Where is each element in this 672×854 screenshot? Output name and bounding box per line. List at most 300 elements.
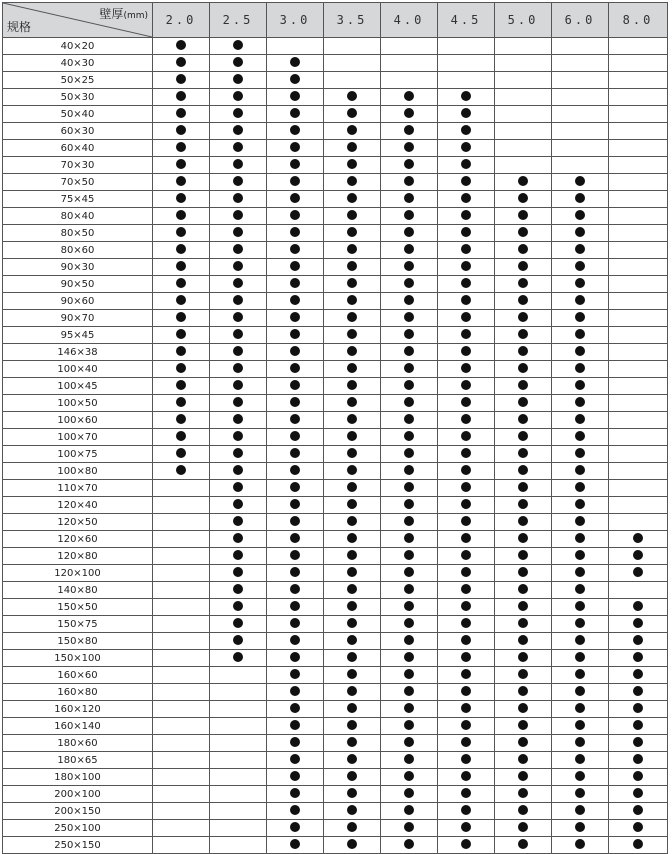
available-dot-icon (290, 414, 300, 424)
available-dot-icon (404, 703, 414, 713)
available-dot-icon (404, 822, 414, 832)
available-dot-icon (176, 329, 186, 339)
available-dot-icon (518, 669, 528, 679)
size-cell: 80×60 (3, 242, 153, 259)
availability-cell (267, 123, 324, 140)
availability-cell (267, 701, 324, 718)
available-dot-icon (176, 312, 186, 322)
availability-cell (609, 378, 668, 395)
thickness-header: 8.0 (609, 3, 668, 38)
available-dot-icon (404, 635, 414, 645)
table-row (3, 327, 668, 344)
available-dot-icon (518, 278, 528, 288)
availability-cell (495, 769, 552, 786)
availability-cell (210, 106, 267, 123)
availability-cell (324, 735, 381, 752)
availability-cell (438, 89, 495, 106)
thickness-header: 4.0 (381, 3, 438, 38)
thickness-header: 4.5 (438, 3, 495, 38)
header-row (3, 3, 668, 38)
available-dot-icon (347, 737, 357, 747)
availability-cell (552, 769, 609, 786)
availability-cell (267, 38, 324, 55)
availability-cell (324, 412, 381, 429)
availability-cell (438, 429, 495, 446)
availability-cell (438, 837, 495, 854)
availability-cell (267, 599, 324, 616)
availability-cell (438, 820, 495, 837)
available-dot-icon (290, 295, 300, 305)
available-dot-icon (575, 635, 585, 645)
availability-cell (324, 276, 381, 293)
available-dot-icon (176, 346, 186, 356)
available-dot-icon (461, 567, 471, 577)
availability-cell (609, 361, 668, 378)
availability-cell (438, 786, 495, 803)
available-dot-icon (404, 346, 414, 356)
available-dot-icon (233, 601, 243, 611)
availability-cell (552, 89, 609, 106)
available-dot-icon (633, 635, 643, 645)
available-dot-icon (461, 482, 471, 492)
corner-header (3, 3, 153, 38)
available-dot-icon (233, 210, 243, 220)
availability-cell (153, 157, 210, 174)
availability-cell (381, 837, 438, 854)
availability-cell (267, 463, 324, 480)
available-dot-icon (633, 805, 643, 815)
availability-cell (267, 225, 324, 242)
availability-cell (153, 395, 210, 412)
available-dot-icon (633, 703, 643, 713)
availability-cell (210, 684, 267, 701)
available-dot-icon (461, 703, 471, 713)
available-dot-icon (233, 40, 243, 50)
availability-cell (438, 548, 495, 565)
available-dot-icon (290, 822, 300, 832)
availability-cell (609, 344, 668, 361)
availability-cell (153, 837, 210, 854)
size-cell: 120×100 (3, 565, 153, 582)
availability-cell (210, 378, 267, 395)
thickness-header-label (99, 5, 148, 22)
available-dot-icon (233, 550, 243, 560)
available-dot-icon (176, 414, 186, 424)
availability-cell (267, 497, 324, 514)
available-dot-icon (518, 363, 528, 373)
available-dot-icon (347, 380, 357, 390)
availability-cell (153, 293, 210, 310)
available-dot-icon (347, 261, 357, 271)
available-dot-icon (575, 380, 585, 390)
size-cell: 180×60 (3, 735, 153, 752)
availability-cell (609, 174, 668, 191)
size-cell: 120×60 (3, 531, 153, 548)
available-dot-icon (233, 482, 243, 492)
available-dot-icon (290, 74, 300, 84)
availability-cell (495, 633, 552, 650)
available-dot-icon (233, 227, 243, 237)
available-dot-icon (461, 380, 471, 390)
size-cell: 60×40 (3, 140, 153, 157)
availability-cell (438, 191, 495, 208)
available-dot-icon (404, 788, 414, 798)
available-dot-icon (518, 227, 528, 237)
availability-cell (210, 276, 267, 293)
availability-cell (495, 548, 552, 565)
available-dot-icon (233, 516, 243, 526)
availability-cell (552, 259, 609, 276)
availability-cell (381, 38, 438, 55)
available-dot-icon (461, 193, 471, 203)
available-dot-icon (176, 278, 186, 288)
available-dot-icon (633, 652, 643, 662)
availability-cell (210, 769, 267, 786)
availability-cell (609, 157, 668, 174)
available-dot-icon (347, 550, 357, 560)
available-dot-icon (290, 584, 300, 594)
size-cell: 180×65 (3, 752, 153, 769)
available-dot-icon (176, 193, 186, 203)
availability-cell (381, 463, 438, 480)
availability-cell (495, 276, 552, 293)
availability-cell (381, 599, 438, 616)
availability-cell (267, 531, 324, 548)
availability-cell (267, 667, 324, 684)
availability-cell (552, 327, 609, 344)
available-dot-icon (461, 499, 471, 509)
available-dot-icon (518, 788, 528, 798)
availability-cell (267, 72, 324, 89)
availability-cell (324, 429, 381, 446)
thickness-label: 壁厚 (99, 7, 124, 21)
availability-cell (609, 259, 668, 276)
thickness-header: 5.0 (495, 3, 552, 38)
availability-cell (381, 786, 438, 803)
available-dot-icon (518, 567, 528, 577)
available-dot-icon (404, 754, 414, 764)
availability-cell (381, 361, 438, 378)
availability-cell (438, 378, 495, 395)
available-dot-icon (233, 125, 243, 135)
available-dot-icon (404, 176, 414, 186)
availability-cell (495, 684, 552, 701)
available-dot-icon (575, 278, 585, 288)
available-dot-icon (347, 312, 357, 322)
availability-cell (267, 174, 324, 191)
availability-cell (210, 89, 267, 106)
available-dot-icon (404, 499, 414, 509)
available-dot-icon (290, 635, 300, 645)
availability-cell (381, 310, 438, 327)
table-row (3, 310, 668, 327)
availability-cell (438, 140, 495, 157)
table-row (3, 72, 668, 89)
availability-cell (552, 582, 609, 599)
availability-cell (438, 55, 495, 72)
available-dot-icon (518, 380, 528, 390)
size-cell: 50×25 (3, 72, 153, 89)
availability-cell (609, 276, 668, 293)
availability-cell (210, 633, 267, 650)
availability-cell (267, 633, 324, 650)
availability-cell (552, 208, 609, 225)
availability-cell (495, 208, 552, 225)
size-cell: 150×80 (3, 633, 153, 650)
available-dot-icon (518, 652, 528, 662)
available-dot-icon (575, 244, 585, 254)
availability-cell (552, 803, 609, 820)
available-dot-icon (176, 40, 186, 50)
availability-cell (324, 514, 381, 531)
availability-cell (495, 89, 552, 106)
available-dot-icon (404, 227, 414, 237)
availability-cell (267, 735, 324, 752)
available-dot-icon (290, 703, 300, 713)
availability-cell (438, 361, 495, 378)
available-dot-icon (347, 635, 357, 645)
size-cell: 160×80 (3, 684, 153, 701)
available-dot-icon (461, 91, 471, 101)
available-dot-icon (404, 363, 414, 373)
availability-cell (210, 191, 267, 208)
size-cell: 80×50 (3, 225, 153, 242)
availability-cell (267, 89, 324, 106)
available-dot-icon (461, 788, 471, 798)
available-dot-icon (176, 159, 186, 169)
availability-cell (267, 361, 324, 378)
availability-cell (495, 395, 552, 412)
table-row (3, 259, 668, 276)
table-row (3, 174, 668, 191)
available-dot-icon (575, 822, 585, 832)
available-dot-icon (404, 278, 414, 288)
availability-cell (609, 599, 668, 616)
size-cell: 100×60 (3, 412, 153, 429)
availability-cell (495, 514, 552, 531)
availability-cell (210, 548, 267, 565)
availability-cell (381, 412, 438, 429)
availability-cell (267, 140, 324, 157)
availability-cell (210, 157, 267, 174)
available-dot-icon (518, 703, 528, 713)
availability-cell (495, 718, 552, 735)
available-dot-icon (575, 329, 585, 339)
available-dot-icon (461, 635, 471, 645)
availability-cell (267, 582, 324, 599)
available-dot-icon (461, 125, 471, 135)
available-dot-icon (633, 822, 643, 832)
availability-cell (324, 786, 381, 803)
available-dot-icon (404, 550, 414, 560)
size-cell: 120×40 (3, 497, 153, 514)
availability-cell (495, 38, 552, 55)
available-dot-icon (633, 550, 643, 560)
available-dot-icon (290, 91, 300, 101)
size-cell: 90×70 (3, 310, 153, 327)
available-dot-icon (461, 618, 471, 628)
availability-cell (324, 310, 381, 327)
available-dot-icon (404, 618, 414, 628)
available-dot-icon (290, 737, 300, 747)
availability-cell (609, 497, 668, 514)
available-dot-icon (233, 448, 243, 458)
available-dot-icon (404, 108, 414, 118)
availability-cell (609, 803, 668, 820)
available-dot-icon (518, 176, 528, 186)
available-dot-icon (347, 805, 357, 815)
availability-cell (381, 514, 438, 531)
availability-cell (495, 225, 552, 242)
availability-cell (153, 208, 210, 225)
table-row (3, 837, 668, 854)
availability-cell (324, 548, 381, 565)
availability-cell (495, 650, 552, 667)
available-dot-icon (404, 601, 414, 611)
availability-cell (324, 565, 381, 582)
availability-cell (381, 395, 438, 412)
available-dot-icon (233, 108, 243, 118)
table-row (3, 208, 668, 225)
availability-cell (552, 55, 609, 72)
availability-cell (381, 718, 438, 735)
availability-cell (609, 514, 668, 531)
available-dot-icon (404, 720, 414, 730)
available-dot-icon (233, 652, 243, 662)
availability-cell (381, 72, 438, 89)
availability-cell (153, 72, 210, 89)
available-dot-icon (518, 822, 528, 832)
size-cell: 100×80 (3, 463, 153, 480)
available-dot-icon (404, 329, 414, 339)
available-dot-icon (290, 669, 300, 679)
available-dot-icon (404, 431, 414, 441)
available-dot-icon (575, 737, 585, 747)
availability-cell (381, 276, 438, 293)
availability-cell (267, 429, 324, 446)
available-dot-icon (461, 261, 471, 271)
availability-cell (267, 565, 324, 582)
availability-cell (324, 480, 381, 497)
availability-cell (153, 565, 210, 582)
availability-cell (381, 565, 438, 582)
availability-cell (267, 514, 324, 531)
availability-cell (324, 650, 381, 667)
availability-cell (153, 344, 210, 361)
table-row (3, 446, 668, 463)
available-dot-icon (633, 618, 643, 628)
available-dot-icon (347, 669, 357, 679)
availability-cell (210, 429, 267, 446)
availability-cell (609, 242, 668, 259)
availability-cell (153, 752, 210, 769)
available-dot-icon (176, 227, 186, 237)
available-dot-icon (461, 142, 471, 152)
availability-cell (153, 820, 210, 837)
available-dot-icon (290, 550, 300, 560)
available-dot-icon (233, 414, 243, 424)
availability-cell (267, 242, 324, 259)
available-dot-icon (518, 244, 528, 254)
availability-cell (267, 191, 324, 208)
size-cell: 75×45 (3, 191, 153, 208)
availability-cell (609, 225, 668, 242)
availability-cell (609, 55, 668, 72)
size-cell: 200×100 (3, 786, 153, 803)
availability-cell (381, 735, 438, 752)
available-dot-icon (575, 210, 585, 220)
table-row (3, 701, 668, 718)
available-dot-icon (575, 363, 585, 373)
availability-cell (153, 429, 210, 446)
table-row (3, 667, 668, 684)
availability-cell (324, 718, 381, 735)
unit-label: (mm) (123, 11, 148, 21)
availability-cell (324, 72, 381, 89)
available-dot-icon (347, 414, 357, 424)
availability-cell (324, 395, 381, 412)
table-row (3, 412, 668, 429)
availability-cell (267, 684, 324, 701)
availability-cell (495, 140, 552, 157)
available-dot-icon (575, 601, 585, 611)
available-dot-icon (633, 754, 643, 764)
availability-cell (267, 803, 324, 820)
availability-cell (381, 497, 438, 514)
available-dot-icon (290, 465, 300, 475)
table-row (3, 650, 668, 667)
availability-cell (552, 106, 609, 123)
availability-cell (495, 429, 552, 446)
available-dot-icon (233, 584, 243, 594)
size-cell: 60×30 (3, 123, 153, 140)
table-row (3, 123, 668, 140)
availability-cell (552, 837, 609, 854)
availability-cell (324, 55, 381, 72)
table-body (3, 38, 668, 854)
size-cell: 200×150 (3, 803, 153, 820)
available-dot-icon (290, 108, 300, 118)
available-dot-icon (404, 652, 414, 662)
available-dot-icon (233, 499, 243, 509)
availability-cell (381, 803, 438, 820)
availability-cell (324, 191, 381, 208)
availability-cell (381, 259, 438, 276)
availability-cell (153, 38, 210, 55)
availability-cell (381, 327, 438, 344)
available-dot-icon (290, 210, 300, 220)
availability-cell (438, 633, 495, 650)
availability-cell (609, 735, 668, 752)
table-row (3, 429, 668, 446)
availability-cell (438, 395, 495, 412)
available-dot-icon (404, 686, 414, 696)
available-dot-icon (347, 584, 357, 594)
available-dot-icon (518, 720, 528, 730)
availability-cell (267, 446, 324, 463)
size-cell: 160×60 (3, 667, 153, 684)
availability-cell (495, 310, 552, 327)
availability-cell (267, 327, 324, 344)
availability-cell (210, 667, 267, 684)
available-dot-icon (176, 261, 186, 271)
available-dot-icon (575, 465, 585, 475)
availability-cell (495, 344, 552, 361)
availability-cell (267, 55, 324, 72)
availability-cell (153, 225, 210, 242)
availability-cell (495, 480, 552, 497)
available-dot-icon (461, 278, 471, 288)
